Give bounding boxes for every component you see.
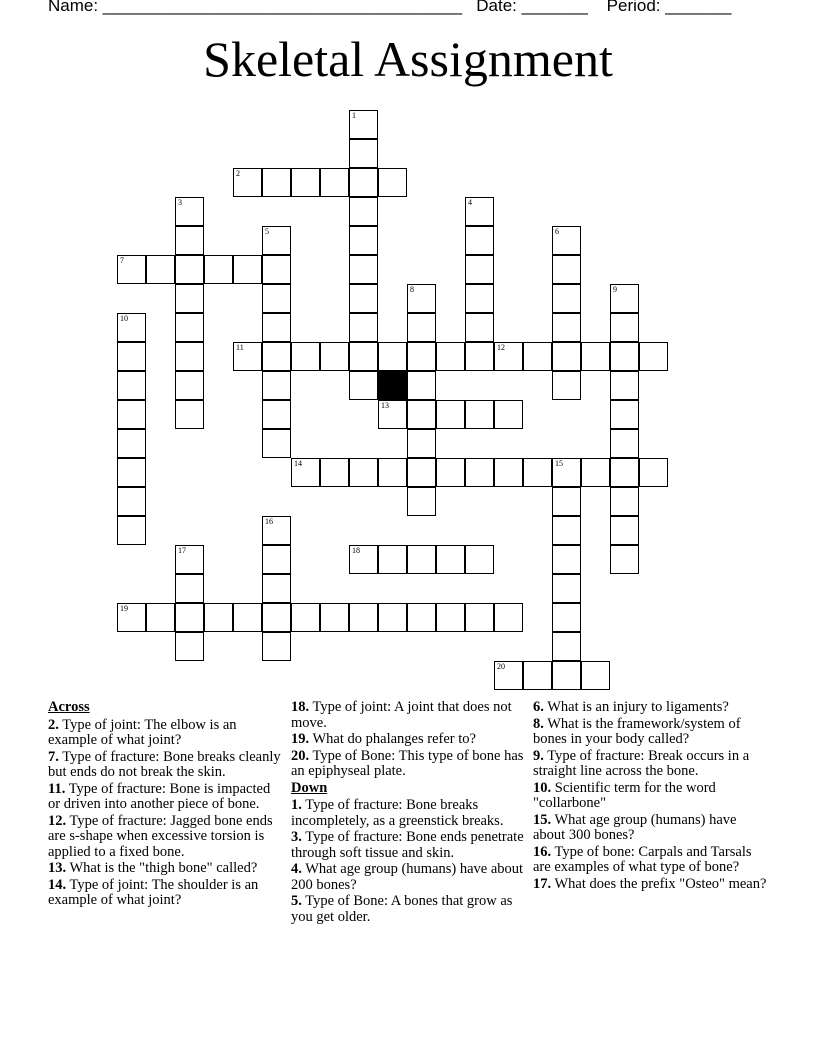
crossword-cell[interactable] [436, 603, 465, 632]
cell-number: 9 [613, 285, 617, 294]
crossword-cell[interactable] [117, 516, 146, 545]
crossword-cell[interactable] [117, 603, 146, 632]
crossword-cell[interactable] [262, 603, 291, 632]
clue-text: Type of fracture: Break occurs in a straight line across the bone. [533, 747, 750, 779]
crossword-cell[interactable] [117, 342, 146, 371]
crossword-cell[interactable] [349, 284, 378, 313]
crossword-cell[interactable] [175, 342, 204, 371]
cell-number: 16 [265, 517, 273, 526]
clue [48, 718, 284, 749]
clue-number: 9. [533, 747, 544, 764]
clue-text: Type of fracture: Jagged bone ends are s-shape when excessive torsion is applied to a fixed bone. [48, 812, 273, 860]
crossword-cell[interactable] [378, 458, 407, 487]
clue-number: 3. [291, 829, 302, 845]
clue [48, 814, 284, 861]
crossword-cell[interactable] [639, 342, 668, 371]
crossword-cell[interactable] [407, 487, 436, 516]
clue-number: 20. [291, 747, 310, 764]
crossword-cell[interactable] [552, 545, 581, 574]
crossword-cell[interactable] [610, 371, 639, 400]
cell-number: 5 [265, 227, 269, 236]
crossword-cell[interactable] [262, 632, 291, 661]
crossword-cell[interactable] [465, 458, 494, 487]
crossword-cell[interactable] [349, 371, 378, 400]
crossword-cell[interactable] [146, 255, 175, 284]
crossword-cell[interactable] [610, 545, 639, 574]
clue [533, 845, 769, 876]
crossword-cell[interactable] [262, 371, 291, 400]
crossword-cell[interactable] [262, 516, 291, 545]
crossword-cell[interactable] [262, 574, 291, 603]
crossword-cell[interactable] [552, 603, 581, 632]
crossword-cell[interactable] [175, 632, 204, 661]
crossword-cell[interactable] [117, 371, 146, 400]
crossword-cell[interactable] [552, 342, 581, 371]
clue [533, 781, 769, 812]
crossword-cell[interactable] [610, 313, 639, 342]
crossword-cell[interactable] [349, 255, 378, 284]
crossword-cell[interactable] [552, 313, 581, 342]
clue-number: 4. [291, 861, 302, 877]
crossword-cell[interactable] [407, 603, 436, 632]
clue-text: Type of bone: Carpals and Tarsals are examples of what type of bone? [533, 843, 752, 875]
crossword-cell[interactable] [436, 545, 465, 574]
crossword-cell[interactable] [233, 168, 262, 197]
clue-text: Type of joint: A joint that does not move. [291, 699, 512, 731]
clue [291, 700, 527, 731]
clue-text: Type of fracture: Bone is impacted or driven into another piece of bone. [48, 780, 271, 812]
crossword-cell[interactable] [175, 400, 204, 429]
cell-number: 3 [178, 198, 182, 207]
crossword-cell[interactable] [262, 255, 291, 284]
crossword-cell[interactable] [494, 342, 523, 371]
crossword-cell[interactable] [320, 168, 349, 197]
crossword-cell[interactable] [320, 603, 349, 632]
crossword-cell[interactable] [494, 603, 523, 632]
crossword-cell[interactable] [117, 400, 146, 429]
clue [533, 717, 769, 748]
crossword-cell[interactable] [465, 313, 494, 342]
crossword-cell[interactable] [349, 197, 378, 226]
crossword-cell[interactable] [465, 284, 494, 313]
down-clue-list [291, 798, 527, 925]
clues-column-1 [48, 700, 284, 910]
crossword-cell[interactable] [407, 400, 436, 429]
clue-text: Type of joint: The shoulder is an example of what joint? [48, 876, 259, 908]
crossword-cell[interactable] [610, 429, 639, 458]
crossword-cell[interactable] [639, 458, 668, 487]
crossword-cell[interactable] [465, 603, 494, 632]
crossword-cell[interactable] [175, 545, 204, 574]
crossword-cell[interactable] [262, 284, 291, 313]
clue-text: Type of fracture: Bone breaks incompletely, as a greenstick breaks. [291, 797, 504, 829]
clue-number: 8. [533, 715, 544, 732]
clue-number: 14. [48, 876, 67, 893]
cell-number: 1 [352, 111, 356, 120]
crossword-cell[interactable] [407, 545, 436, 574]
crossword-cell[interactable] [494, 661, 523, 690]
crossword-cell[interactable] [378, 545, 407, 574]
clue [533, 749, 769, 780]
across-clue-list-continued [291, 700, 527, 780]
clue [48, 782, 284, 813]
clue-number: 15. [533, 811, 552, 828]
clue-text: What is the framework/system of bones in your body called? [533, 715, 741, 747]
down-heading: Down [291, 779, 328, 796]
crossword-cell[interactable] [175, 603, 204, 632]
crossword-cell[interactable] [494, 400, 523, 429]
cell-number: 17 [178, 546, 186, 555]
clue [291, 830, 527, 861]
cell-number: 10 [120, 314, 128, 323]
clue [533, 877, 769, 893]
clue [291, 862, 527, 893]
crossword-cell[interactable] [204, 603, 233, 632]
crossword-cell[interactable] [291, 458, 320, 487]
cell-number: 8 [410, 285, 414, 294]
clue [291, 798, 527, 829]
crossword-cell[interactable] [552, 226, 581, 255]
across-heading: Across [48, 699, 90, 715]
crossword-cell[interactable] [262, 400, 291, 429]
clue-text: Type of joint: The elbow is an example of what joint? [48, 716, 237, 748]
crossword-cell[interactable] [581, 661, 610, 690]
crossword-cell[interactable] [407, 458, 436, 487]
crossword-cell[interactable] [349, 168, 378, 197]
cell-number: 11 [236, 343, 244, 352]
clue-text: What is an injury to ligaments? [543, 699, 729, 715]
crossword-cell[interactable] [320, 342, 349, 371]
clue-number: 7. [48, 748, 59, 765]
crossword-cell[interactable] [523, 458, 552, 487]
crossword-cell[interactable] [581, 342, 610, 371]
crossword-cell[interactable] [349, 313, 378, 342]
crossword-cell[interactable] [117, 255, 146, 284]
crossword-cell[interactable] [378, 168, 407, 197]
crossword-cell[interactable] [465, 255, 494, 284]
crossword-cell[interactable] [204, 255, 233, 284]
cell-number: 2 [236, 169, 240, 178]
crossword-cell[interactable] [610, 400, 639, 429]
crossword-cell[interactable] [581, 458, 610, 487]
crossword-cell[interactable] [552, 661, 581, 690]
crossword-cell[interactable] [146, 603, 175, 632]
crossword-cell[interactable] [610, 516, 639, 545]
cell-number: 14 [294, 459, 302, 468]
crossword-cell[interactable] [117, 458, 146, 487]
crossword-cell[interactable] [175, 284, 204, 313]
crossword-cell[interactable] [262, 313, 291, 342]
cell-number: 12 [497, 343, 505, 352]
crossword-cell[interactable] [349, 458, 378, 487]
crossword-cell[interactable] [262, 429, 291, 458]
clue-number: 16. [533, 843, 552, 860]
clue [533, 813, 769, 844]
crossword-cell[interactable] [291, 603, 320, 632]
clue-text: What age group (humans) have about 200 bones? [291, 861, 524, 893]
clues-column-2 [291, 700, 527, 926]
crossword-cell[interactable] [523, 661, 552, 690]
clue-number: 17. [533, 875, 552, 892]
crossword-cell[interactable] [610, 458, 639, 487]
cell-number: 20 [497, 662, 505, 671]
crossword-cell[interactable] [552, 284, 581, 313]
crossword-cell[interactable] [175, 197, 204, 226]
crossword-cell[interactable] [320, 458, 349, 487]
crossword-cell[interactable] [436, 458, 465, 487]
cell-number: 7 [120, 256, 124, 265]
clue [291, 894, 527, 925]
clue [48, 750, 284, 781]
cell-number: 6 [555, 227, 559, 236]
crossword-cell[interactable] [349, 110, 378, 139]
crossword-cell[interactable] [233, 342, 262, 371]
crossword-cell[interactable] [175, 226, 204, 255]
crossword-cell[interactable] [291, 168, 320, 197]
clue [291, 749, 527, 780]
crossword-cell[interactable] [262, 342, 291, 371]
crossword-cell[interactable] [378, 603, 407, 632]
clue-number: 5. [291, 893, 302, 909]
black-square [378, 371, 407, 400]
clue-number: 10. [533, 779, 552, 796]
crossword-cell[interactable] [262, 545, 291, 574]
clue-text: Type of fracture: Bone ends penetrate through soft tissue and skin. [291, 829, 524, 861]
clue-number: 11. [48, 780, 66, 797]
clue-text: Type of fracture: Bone breaks cleanly but ends do not break the skin. [48, 748, 281, 780]
crossword-cell[interactable] [175, 574, 204, 603]
crossword-cell[interactable] [465, 342, 494, 371]
name-date-period-line: Name: ______________________________________ Date: _______ Period: _______ [48, 0, 732, 15]
down-clue-list-continued [533, 700, 769, 892]
crossword-cell[interactable] [117, 429, 146, 458]
crossword-cell[interactable] [117, 487, 146, 516]
crossword-cell[interactable] [552, 516, 581, 545]
crossword-cell[interactable] [407, 284, 436, 313]
crossword-cell[interactable] [407, 342, 436, 371]
clue [48, 878, 284, 909]
clue-text: What is the "thigh bone" called? [66, 860, 258, 876]
crossword-cell[interactable] [407, 371, 436, 400]
crossword-cell[interactable] [349, 603, 378, 632]
clue [533, 700, 769, 716]
crossword-cell[interactable] [610, 284, 639, 313]
crossword-cell[interactable] [552, 458, 581, 487]
crossword-cell[interactable] [349, 342, 378, 371]
crossword-cell[interactable] [465, 226, 494, 255]
clue-text: Scientific term for the word "collarbone" [533, 779, 716, 811]
crossword-cell[interactable] [175, 255, 204, 284]
crossword-cell[interactable] [262, 168, 291, 197]
cell-number: 19 [120, 604, 128, 613]
crossword-cell[interactable] [349, 139, 378, 168]
crossword-cell[interactable] [465, 545, 494, 574]
cell-number: 18 [352, 546, 360, 555]
crossword-cell[interactable] [349, 226, 378, 255]
clue [291, 732, 527, 748]
crossword-cell[interactable] [117, 313, 146, 342]
crossword-cell[interactable] [610, 342, 639, 371]
crossword-cell[interactable] [465, 197, 494, 226]
across-clue-list [48, 718, 284, 909]
clue-number: 2. [48, 716, 59, 733]
clue-text: Type of Bone: A bones that grow as you get older. [291, 893, 513, 925]
cell-number: 15 [555, 459, 563, 468]
crossword-cell[interactable] [349, 545, 378, 574]
crossword-cell[interactable] [436, 400, 465, 429]
crossword-cell[interactable] [436, 342, 465, 371]
crossword-cell[interactable] [552, 371, 581, 400]
clue-text: What do phalanges refer to? [309, 731, 476, 747]
cell-number: 13 [381, 401, 389, 410]
clue-number: 12. [48, 812, 67, 829]
crossword-cell[interactable] [233, 603, 262, 632]
page-title: Skeletal Assignment [203, 31, 613, 87]
crossword-cell[interactable] [262, 226, 291, 255]
clue-number: 13. [48, 860, 67, 876]
crossword-cell[interactable] [378, 400, 407, 429]
crossword-cell[interactable] [552, 574, 581, 603]
crossword-cell[interactable] [552, 255, 581, 284]
crossword-cell[interactable] [291, 342, 320, 371]
crossword-cell[interactable] [552, 632, 581, 661]
crossword-cell[interactable] [610, 487, 639, 516]
clue-text: Type of Bone: This type of bone has an epiphyseal plate. [291, 747, 524, 779]
crossword-cell[interactable] [233, 255, 262, 284]
clues-column-3 [533, 700, 769, 893]
crossword-cell[interactable] [494, 458, 523, 487]
crossword-cell[interactable] [407, 313, 436, 342]
crossword-cell[interactable] [552, 487, 581, 516]
clue-text: What age group (humans) have about 300 bones? [533, 811, 737, 843]
clue [48, 861, 284, 877]
clue-number: 19. [291, 731, 310, 747]
clue-number: 1. [291, 797, 302, 813]
crossword-cell[interactable] [175, 371, 204, 400]
cell-number: 4 [468, 198, 472, 207]
crossword-cell[interactable] [523, 342, 552, 371]
clue-text: What does the prefix "Osteo" mean? [551, 875, 767, 892]
clue-number: 18. [291, 699, 310, 715]
clue-number: 6. [533, 699, 544, 715]
crossword-cell[interactable] [465, 400, 494, 429]
crossword-cell[interactable] [407, 429, 436, 458]
crossword-cell[interactable] [175, 313, 204, 342]
crossword-cell[interactable] [378, 342, 407, 371]
